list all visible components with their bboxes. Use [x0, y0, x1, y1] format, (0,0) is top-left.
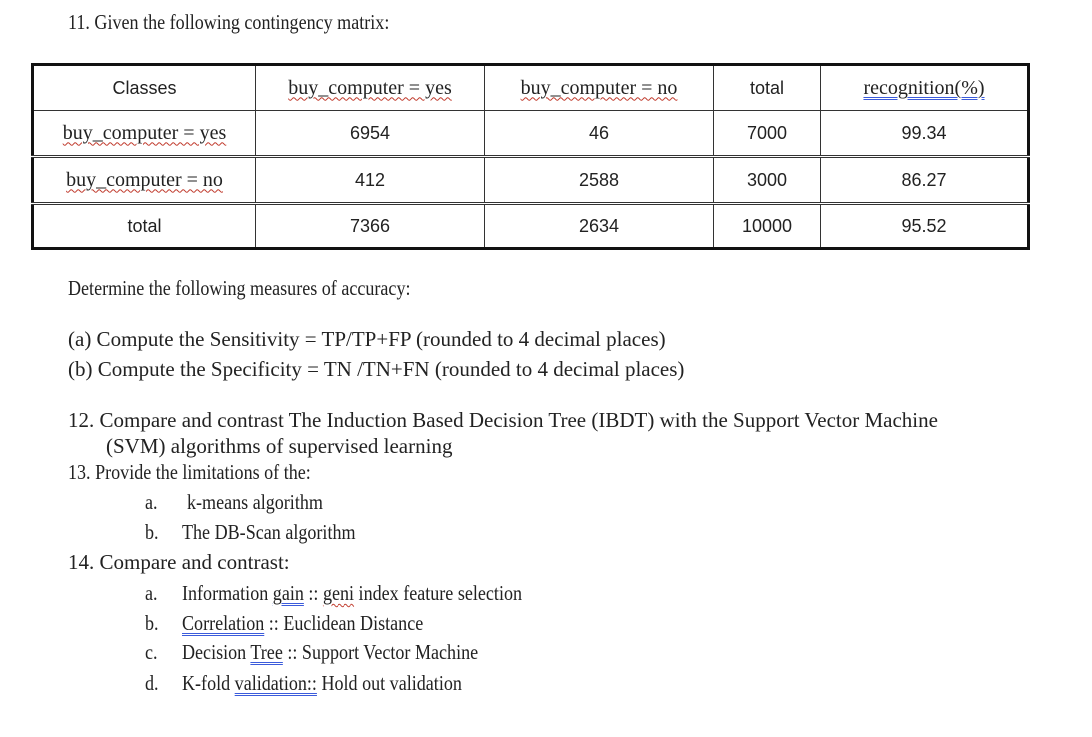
header-classes: Classes [33, 65, 256, 111]
question-11-title: 11. Given the following contingency matrix: [68, 10, 390, 34]
table-header-row [33, 65, 1029, 111]
cell: 2588 [485, 157, 714, 204]
question-14-title: 14. Compare and contrast: [68, 550, 290, 574]
list-item: Correlation :: Euclidean Distance [182, 611, 424, 635]
list-item: K-fold validation:: Hold out validation [182, 671, 462, 695]
list-marker: a. [145, 490, 158, 514]
row-label-buy-no: buy_computer = no [33, 157, 256, 204]
cell: 46 [485, 111, 714, 157]
table-row [33, 111, 1029, 157]
cell: 6954 [256, 111, 485, 157]
list-marker: b. [145, 520, 159, 544]
question-13-title: 13. Provide the limitations of the: [68, 460, 311, 484]
part-a-sensitivity: (a) Compute the Sensitivity = TP/TP+FP (rounded to 4 decimal places) [68, 327, 666, 351]
cell: 7000 [714, 111, 821, 157]
header-buy-yes: buy_computer = yes [256, 65, 485, 111]
cell: 10000 [714, 204, 821, 249]
list-marker: c. [145, 640, 158, 664]
row-label-buy-yes: buy_computer = yes [33, 111, 256, 157]
header-recognition: recognition(%) [821, 65, 1029, 111]
part-b-specificity: (b) Compute the Specificity = TN /TN+FN (rounded to 4 decimal places) [68, 357, 685, 381]
accuracy-instruction: Determine the following measures of accuracy: [68, 276, 411, 300]
list-marker: a. [145, 581, 158, 605]
table-row [33, 204, 1029, 249]
question-12-line-2: (SVM) algorithms of supervised learning [106, 434, 453, 458]
contingency-matrix [31, 63, 1030, 250]
cell: 412 [256, 157, 485, 204]
header-buy-no: buy_computer = no [485, 65, 714, 111]
list-item: k-means algorithm [187, 490, 323, 514]
question-12-line-1: 12. Compare and contrast The Induction Based Decision Tree (IBDT) with the Support Vector Machine [68, 408, 938, 432]
list-item: Information gain :: geni index feature selection [182, 581, 523, 605]
cell: 95.52 [821, 204, 1029, 249]
table-row [33, 157, 1029, 204]
list-item: The DB-Scan algorithm [182, 520, 356, 544]
cell: 3000 [714, 157, 821, 204]
cell: 7366 [256, 204, 485, 249]
cell: 99.34 [821, 111, 1029, 157]
header-total: total [714, 65, 821, 111]
cell: 2634 [485, 204, 714, 249]
list-marker: d. [145, 671, 159, 695]
cell: 86.27 [821, 157, 1029, 204]
row-label-total: total [33, 204, 256, 249]
list-marker: b. [145, 611, 159, 635]
list-item: Decision Tree :: Support Vector Machine [182, 640, 479, 664]
